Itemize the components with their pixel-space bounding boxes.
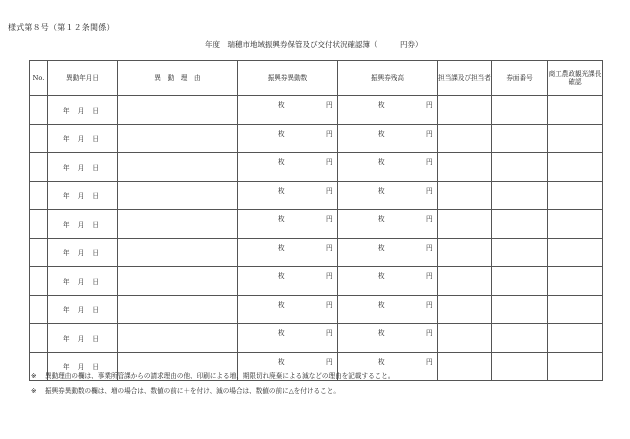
no-cell[interactable] [30, 238, 48, 267]
confirm-cell[interactable] [548, 96, 603, 125]
staff-cell[interactable] [438, 324, 492, 353]
change-cell[interactable] [238, 96, 338, 125]
sheets-unit: 枚 [378, 186, 385, 195]
serial-cell[interactable] [492, 238, 548, 267]
yen-unit: 円 [326, 158, 333, 166]
serial-cell[interactable] [492, 181, 548, 210]
staff-cell[interactable] [438, 96, 492, 125]
yen-unit: 円 [326, 300, 333, 309]
no-cell[interactable] [30, 181, 48, 210]
serial-cell[interactable] [492, 295, 548, 324]
notes [31, 369, 394, 399]
staff-cell[interactable] [438, 267, 492, 296]
yen-unit: 円 [326, 186, 333, 195]
no-cell[interactable] [30, 153, 48, 182]
balance-cell[interactable] [338, 324, 438, 353]
change-cell[interactable] [238, 124, 338, 153]
staff-cell[interactable] [438, 181, 492, 210]
staff-cell[interactable] [438, 210, 492, 239]
yen-unit: 円 [426, 129, 433, 138]
sheets-unit: 枚 [378, 158, 385, 166]
reason-cell[interactable] [118, 238, 238, 267]
form-number-label: 様式第８号（第１２条関係） [8, 23, 115, 32]
no-cell[interactable] [30, 324, 48, 353]
note-1 [31, 369, 394, 384]
confirm-cell[interactable] [548, 238, 603, 267]
confirm-cell[interactable] [548, 210, 603, 239]
sheets-unit: 枚 [378, 129, 385, 138]
yen-unit: 円 [326, 329, 333, 337]
header-date: 異動年月日 [48, 61, 118, 96]
date-cell[interactable]: 年 月 日 [48, 295, 118, 324]
serial-cell[interactable] [492, 96, 548, 125]
date-cell[interactable]: 年 月 日 [48, 324, 118, 353]
sheets-unit: 枚 [278, 272, 285, 280]
reason-cell[interactable] [118, 267, 238, 296]
sheets-unit: 枚 [278, 101, 285, 109]
date-cell[interactable]: 年 月 日 [48, 153, 118, 182]
balance-cell[interactable] [338, 295, 438, 324]
staff-cell[interactable] [438, 352, 492, 381]
date-cell[interactable]: 年 月 日 [48, 352, 118, 381]
staff-cell[interactable] [438, 124, 492, 153]
yen-unit: 円 [426, 329, 433, 337]
sheets-unit: 枚 [278, 329, 285, 337]
confirm-cell[interactable] [548, 267, 603, 296]
yen-unit: 円 [326, 215, 333, 223]
reason-cell[interactable] [118, 153, 238, 182]
yen-unit: 円 [426, 243, 433, 252]
date-cell[interactable]: 年 月 日 [48, 238, 118, 267]
yen-unit: 円 [426, 357, 433, 366]
header-confirm: 商工農政観光課長確認 [548, 61, 603, 96]
staff-cell[interactable] [438, 295, 492, 324]
balance-cell[interactable] [338, 267, 438, 296]
yen-unit: 円 [426, 300, 433, 309]
confirm-cell[interactable] [548, 153, 603, 182]
change-cell[interactable] [238, 181, 338, 210]
table-row [30, 295, 603, 324]
confirm-cell[interactable] [548, 352, 603, 381]
sheets-unit: 枚 [278, 158, 285, 166]
table-row [30, 96, 603, 125]
no-cell[interactable] [30, 96, 48, 125]
note-text: 異動理由の欄は、事業所管課からの請求理由の他、印刷による増、期限切れ廃棄による減などの理由を記載すること。 [45, 372, 395, 380]
balance-cell[interactable] [338, 181, 438, 210]
sheets-unit: 枚 [278, 243, 285, 252]
sheets-unit: 枚 [278, 300, 285, 309]
change-cell[interactable] [238, 295, 338, 324]
document-title: 年度 瑞穂市地域振興券保管及び交付状況確認簿（ 円券） [205, 40, 423, 49]
balance-cell[interactable] [338, 96, 438, 125]
confirm-cell[interactable] [548, 324, 603, 353]
ledger-body [30, 96, 603, 381]
note-mark: ※ [31, 372, 37, 380]
reason-cell[interactable] [118, 210, 238, 239]
no-cell[interactable] [30, 295, 48, 324]
serial-cell[interactable] [492, 324, 548, 353]
change-cell[interactable] [238, 210, 338, 239]
yen-unit: 円 [326, 101, 333, 109]
confirm-cell[interactable] [548, 181, 603, 210]
table-row [30, 324, 603, 353]
staff-cell[interactable] [438, 153, 492, 182]
change-cell[interactable] [238, 153, 338, 182]
table-row [30, 181, 603, 210]
change-cell[interactable] [238, 267, 338, 296]
yen-unit: 円 [426, 158, 433, 166]
change-cell[interactable] [238, 238, 338, 267]
date-cell[interactable]: 年 月 日 [48, 96, 118, 125]
table-row [30, 238, 603, 267]
serial-cell[interactable] [492, 124, 548, 153]
reason-cell[interactable] [118, 96, 238, 125]
yen-unit: 円 [426, 215, 433, 223]
sheets-unit: 枚 [278, 129, 285, 138]
reason-cell[interactable] [118, 324, 238, 353]
serial-cell[interactable] [492, 210, 548, 239]
header-staff: 担当課及び担当者 [438, 61, 492, 96]
sheets-unit: 枚 [378, 101, 385, 109]
header-no: No. [30, 61, 48, 96]
header-row [30, 61, 603, 96]
date-cell[interactable]: 年 月 日 [48, 267, 118, 296]
yen-unit: 円 [326, 243, 333, 252]
header-serial: 券面番号 [492, 61, 548, 96]
yen-unit: 円 [426, 101, 433, 109]
sheets-unit: 枚 [378, 215, 385, 223]
yen-unit: 円 [426, 272, 433, 280]
sheets-unit: 枚 [378, 300, 385, 309]
note-mark: ※ [31, 387, 37, 395]
sheets-unit: 枚 [278, 186, 285, 195]
change-cell[interactable] [238, 324, 338, 353]
serial-cell[interactable] [492, 267, 548, 296]
no-cell[interactable] [30, 124, 48, 153]
serial-cell[interactable] [492, 352, 548, 381]
yen-unit: 円 [426, 186, 433, 195]
table-row [30, 210, 603, 239]
sheets-unit: 枚 [378, 357, 385, 366]
sheets-unit: 枚 [378, 243, 385, 252]
sheets-unit: 枚 [278, 215, 285, 223]
sheets-unit: 枚 [378, 329, 385, 337]
reason-cell[interactable] [118, 181, 238, 210]
balance-cell[interactable] [338, 124, 438, 153]
note-2 [31, 384, 394, 399]
note-text: 振興券異動数の欄は、増の場合は、数値の前に＋を付け、減の場合は、数値の前に△を付けること。 [45, 387, 340, 395]
balance-cell[interactable] [338, 153, 438, 182]
no-cell[interactable] [30, 267, 48, 296]
header-balance: 振興券残高 [338, 61, 438, 96]
date-cell[interactable]: 年 月 日 [48, 210, 118, 239]
sheets-unit: 枚 [378, 272, 385, 280]
header-change: 振興券異動数 [238, 61, 338, 96]
table-row [30, 153, 603, 182]
sheets-unit: 枚 [278, 357, 285, 366]
table-row [30, 124, 603, 153]
serial-cell[interactable] [492, 153, 548, 182]
yen-unit: 円 [326, 272, 333, 280]
reason-cell[interactable] [118, 124, 238, 153]
date-cell[interactable]: 年 月 日 [48, 124, 118, 153]
yen-unit: 円 [326, 357, 333, 366]
table-row [30, 267, 603, 296]
no-cell[interactable] [30, 210, 48, 239]
yen-unit: 円 [326, 129, 333, 138]
date-cell[interactable]: 年 月 日 [48, 181, 118, 210]
balance-cell[interactable] [338, 210, 438, 239]
staff-cell[interactable] [438, 238, 492, 267]
confirm-cell[interactable] [548, 124, 603, 153]
balance-cell[interactable] [338, 238, 438, 267]
confirm-cell[interactable] [548, 295, 603, 324]
reason-cell[interactable] [118, 295, 238, 324]
ledger-table [29, 60, 603, 381]
header-reason: 異 動 理 由 [118, 61, 238, 96]
